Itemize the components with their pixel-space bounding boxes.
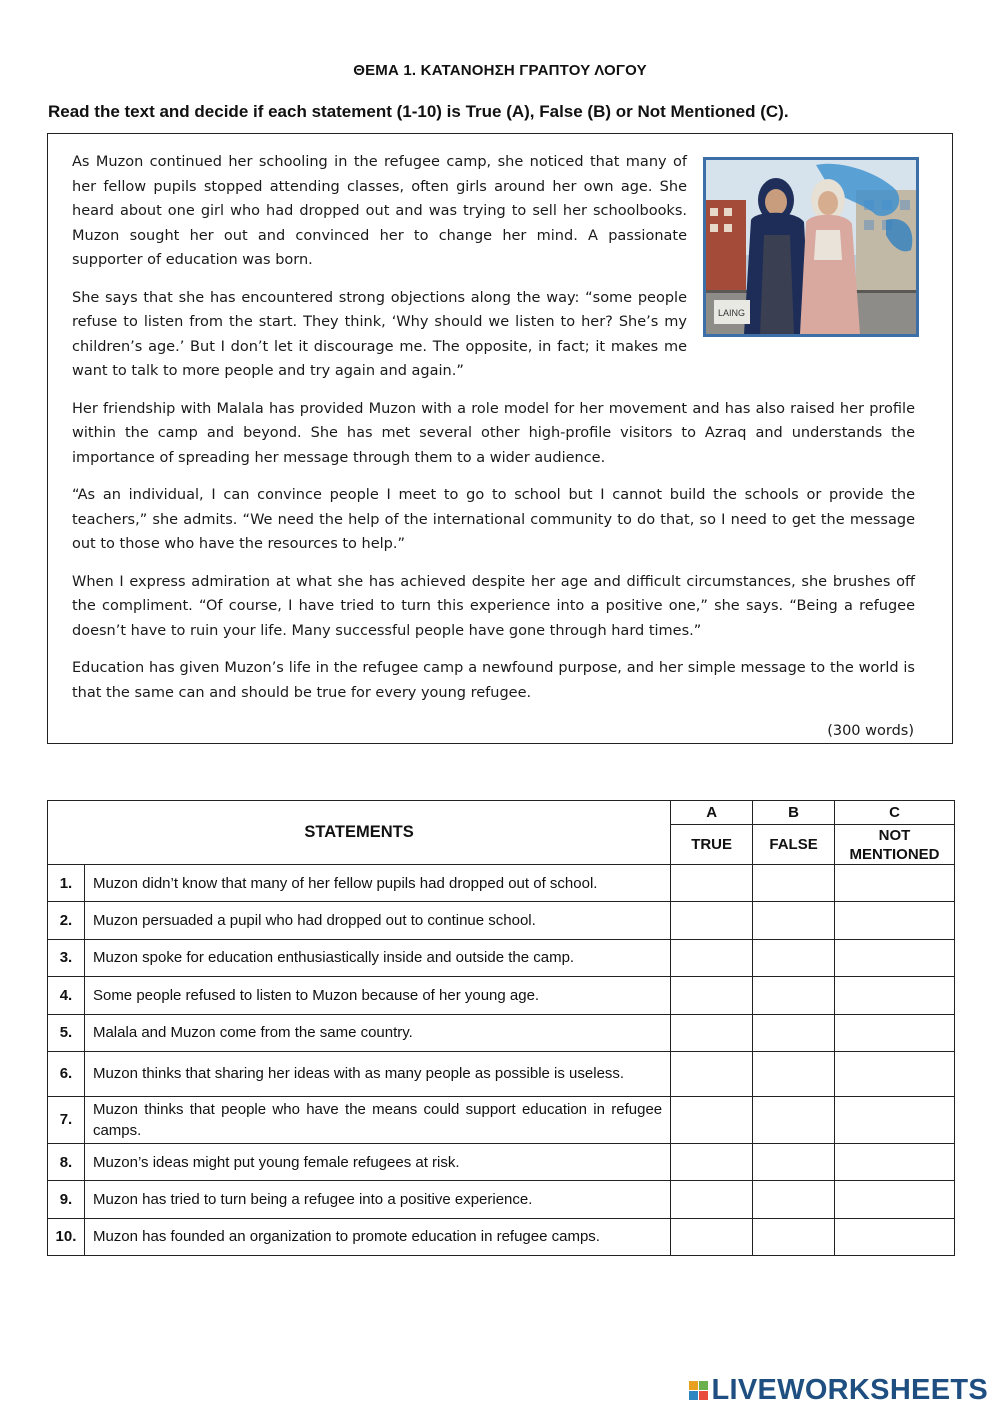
answer-cell-not-mentioned[interactable] [835,1181,955,1218]
answer-cell-true[interactable] [671,865,753,902]
statement-number: 6. [48,1051,85,1096]
logo-square [699,1391,708,1400]
statement-number: 4. [48,977,85,1014]
table-row [48,1014,955,1051]
table-row [48,1051,955,1096]
statement-number: 5. [48,1014,85,1051]
answer-cell-not-mentioned[interactable] [835,1143,955,1180]
statement-number: 8. [48,1143,85,1180]
liveworksheets-logo [689,1374,989,1407]
answer-cell-true[interactable] [671,1143,753,1180]
answer-cell-not-mentioned[interactable] [835,1218,955,1255]
column-letter-b: B [753,801,835,825]
passage-paragraph-1: As Muzon continued her schooling in the refugee camp, she noticed that many of her fellow pupils stopped attending classes, often girls around her own age. She heard about one girl who had dropped out and was trying to sell her schoolbooks. Muzon sought her out and convinced her to change her mind. A passionate supporter of education was born. [72,154,687,268]
statement-number: 3. [48,939,85,976]
instructions: Read the text and decide if each statement (1-10) is True (A), False (B) or Not Mentioned (C). [48,102,789,121]
logo-square [699,1381,708,1390]
statement-text: Muzon has tried to turn being a refugee into a positive experience. [84,1181,670,1218]
answer-cell-false[interactable] [753,1014,835,1051]
answer-cell-true[interactable] [671,1218,753,1255]
worksheet-heading: ΘΕΜΑ 1. ΚΑΤΑΝΟΗΣΗ ΓΡΑΠΤΟΥ ΛΟΓΟΥ [353,62,647,79]
statement-text: Muzon spoke for education enthusiastically inside and outside the camp. [84,939,670,976]
passage-paragraph-4: “As an individual, I can convince people I meet to go to school but I cannot build the schools or provide the teachers,” she admits. “We need the help of the international community to do that, so I need to get the message out to those who have the resources to help.” [72,487,915,552]
answer-cell-true[interactable] [671,1181,753,1218]
table-row [48,1096,955,1143]
reading-passage-box [47,133,953,744]
statement-number: 7. [48,1096,85,1143]
answer-cell-false[interactable] [753,865,835,902]
answer-cell-true[interactable] [671,1096,753,1143]
table-row [48,865,955,902]
passage-paragraph-2: She says that she has encountered strong objections along the way: “some people refuse to listen from the start. They think, ‘Why should we listen to her? She’s my children’s age.’ But I don’t let it discourage me. The opposite, in fact; it makes me want to talk to more people and try again and again.” [72,289,687,379]
table-row [48,1181,955,1218]
statement-text: Muzon thinks that people who have the means could support education in refugee camps. [84,1096,670,1143]
answer-cell-not-mentioned[interactable] [835,1096,955,1143]
statement-text: Muzon has founded an organization to promote education in refugee camps. [84,1218,670,1255]
statement-number: 1. [48,865,85,902]
answer-cell-false[interactable] [753,902,835,939]
table-row [48,1218,955,1255]
answer-cell-false[interactable] [753,1181,835,1218]
column-label-true: TRUE [671,825,753,865]
answer-cell-true[interactable] [671,1014,753,1051]
table-row [48,977,955,1014]
statement-text: Muzon persuaded a pupil who had dropped out to continue school. [84,902,670,939]
logo-text: LIVEWORKSHEETS [711,1374,988,1406]
answer-cell-false[interactable] [753,1143,835,1180]
table-row [48,939,955,976]
statement-text: Muzon didn’t know that many of her fellow pupils had dropped out of school. [84,865,670,902]
passage-paragraph-3: Her friendship with Malala has provided Muzon with a role model for her movement and has also raised her profile within the camp and beyond. She has met several other high-profile visitors to Azraq and understands the importance of spreading her message through them to a wider audience. [72,400,915,466]
answer-cell-false[interactable] [753,1051,835,1096]
answer-cell-false[interactable] [753,1218,835,1255]
answer-cell-not-mentioned[interactable] [835,1014,955,1051]
column-letter-a: A [671,801,753,825]
answer-cell-not-mentioned[interactable] [835,902,955,939]
statement-text: Malala and Muzon come from the same country. [84,1014,670,1051]
table-row [48,1143,955,1180]
answer-cell-true[interactable] [671,939,753,976]
word-count: (300 words) [827,723,914,739]
photo-illustration [706,160,916,334]
answer-cell-true[interactable] [671,1051,753,1096]
statement-text: Muzon thinks that sharing her ideas with as many people as possible is useless. [84,1051,670,1096]
answer-cell-false[interactable] [753,977,835,1014]
malala-muzon-photo [703,157,919,337]
answer-cell-not-mentioned[interactable] [835,865,955,902]
column-letter-c: C [835,801,955,825]
statement-number: 2. [48,902,85,939]
passage-paragraph-6: Education has given Muzon’s life in the refugee camp a newfound purpose, and her simple message to the world is that the same can and should be true for every young refugee. [72,660,915,701]
column-label-not-mentioned: NOT MENTIONED [835,825,955,865]
table-row [48,902,955,939]
column-label-false: FALSE [753,825,835,865]
statement-text: Muzon’s ideas might put young female refugees at risk. [84,1143,670,1180]
photo-sign-text: LAING [718,308,746,318]
answer-cell-true[interactable] [671,977,753,1014]
logo-grid-icon [689,1381,708,1400]
statement-number: 9. [48,1181,85,1218]
answer-cell-false[interactable] [753,1096,835,1143]
statement-text: Some people refused to listen to Muzon because of her young age. [84,977,670,1014]
answer-cell-not-mentioned[interactable] [835,977,955,1014]
answer-cell-false[interactable] [753,939,835,976]
statements-header: STATEMENTS [48,801,671,865]
answer-cell-true[interactable] [671,902,753,939]
statement-number: 10. [48,1218,85,1255]
statements-table [47,800,955,1256]
table-header-row-1 [48,801,955,825]
logo-square [689,1391,698,1400]
answer-cell-not-mentioned[interactable] [835,1051,955,1096]
passage-paragraph-5: When I express admiration at what she has achieved despite her age and difficult circumstances, she brushes off the compliment. “Of course, I have tried to turn this experience into a positive one,” she says. “Being a refugee doesn’t have to ruin your life. Many successful people have gone through hard times.” [72,573,915,639]
logo-square [689,1381,698,1390]
answer-cell-not-mentioned[interactable] [835,939,955,976]
